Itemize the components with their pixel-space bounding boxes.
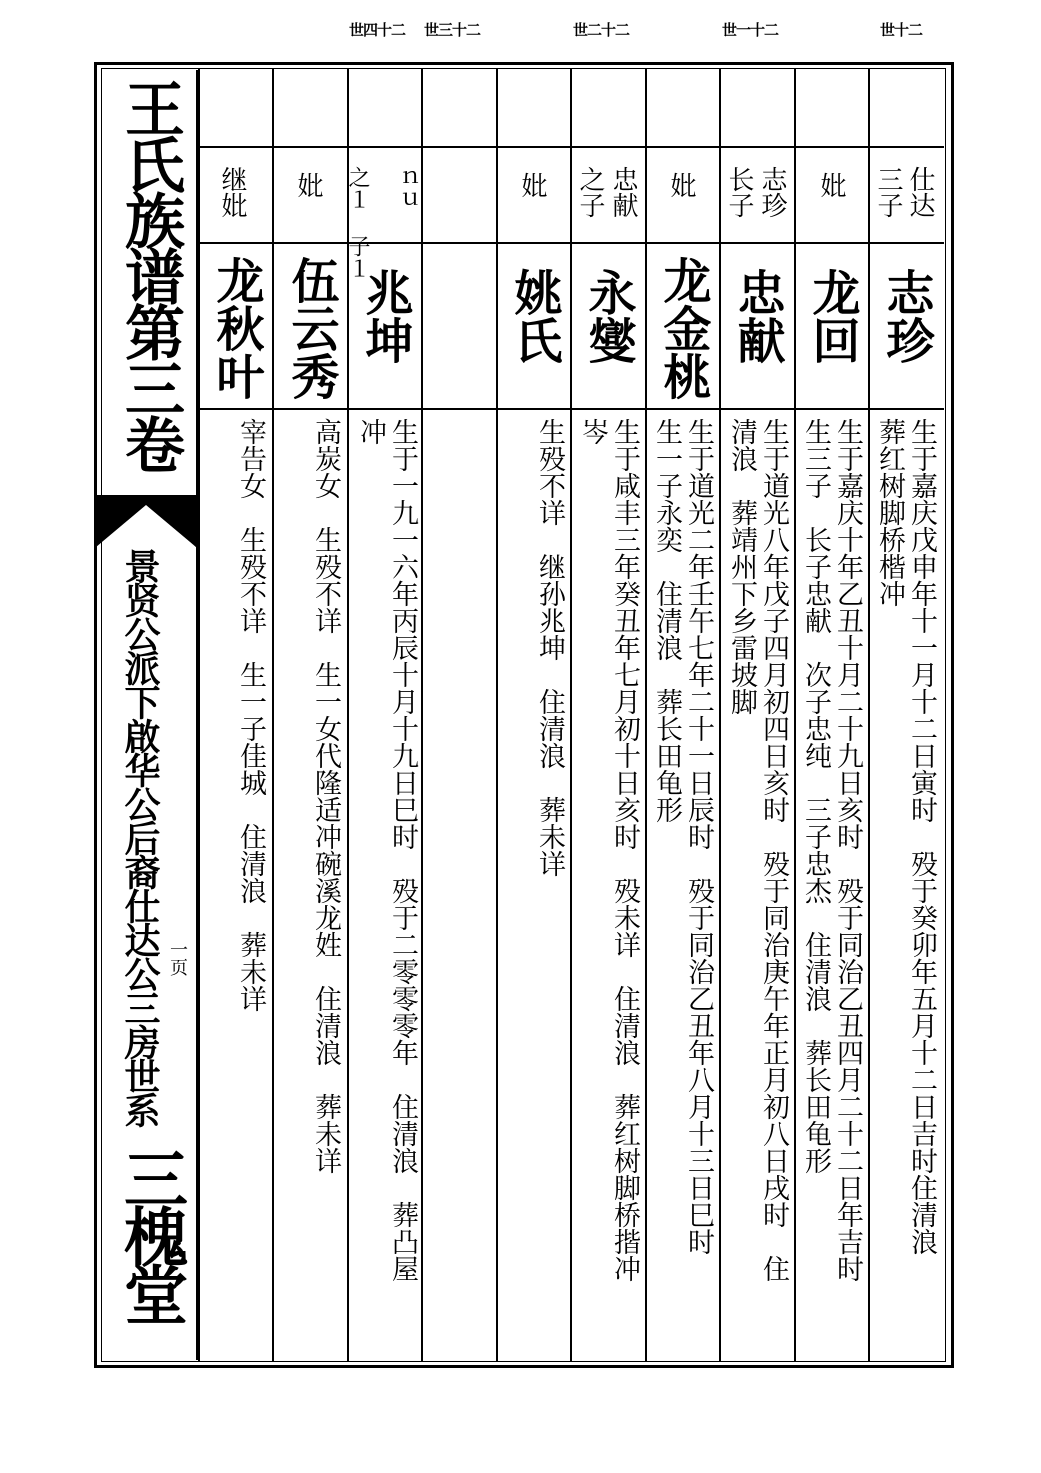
person-record: 宰告女 生殁不详 生一子佳城 住清浪 葬未详 [235,418,266,1012]
person-name: 龙秋叶 [208,256,264,400]
person-record-continued: 生三子 长子忠献 次子忠纯 三子忠杰 住清浪 葬长田龟形 [800,418,831,1174]
relation-parent: 忠献 [608,166,638,218]
relation-spouse: 妣 [293,172,323,198]
person-name: 龙回 [804,268,860,364]
table-column-7 [421,68,495,1362]
generation-label: 世三十二 [424,21,481,39]
person-record: 生于嘉庆戊申年十一月十二日寅时 殁于癸卯年五月十二日吉时住清浪 [906,418,937,1255]
person-record: 生于道光八年戊子四月初四日亥时 殁于同治庚午年正月初八日戌时 住 [758,418,789,1282]
person-name: 龙金桃 [655,256,711,400]
relation-order: 之１ 子１ [345,166,370,279]
relation-order: 之子 [575,166,605,218]
relation-spouse: 妣 [517,172,547,198]
relation-order: 三子 [873,166,903,218]
page-number: 一页 [167,940,188,976]
person-name: 志珍 [878,268,934,364]
person-record-continued: 岑 [577,418,608,445]
relation-parent: 志珍 [757,166,787,218]
person-record-continued: 清浪 葬靖州下乡雷坡脚 [726,418,757,715]
generation-label: 世二十二 [573,21,630,39]
book-title: 王氏族谱第三卷 [115,78,185,470]
person-record: 生殁不详 继孙兆坤 住清浪 葬未详 [534,418,565,877]
hall-name: 三槐堂 [113,1146,188,1320]
relation-spouse: 妣 [666,172,696,198]
title-banner-ornament [96,495,196,547]
person-name: 永燮 [580,268,636,364]
generation-label: 世一十二 [722,21,779,39]
person-record: 生于一九一六年丙辰十月十九日巳时 殁于二零零零年 住清浪 葬凸屋 [387,418,418,1282]
relation-spouse: 继妣 [217,166,247,218]
person-record: 生于咸丰三年癸丑年七月初十日亥时 殁未详 住清浪 葬红树脚桥揩冲 [609,418,640,1282]
generation-label: 世四十二 [349,21,406,39]
person-name: 忠献 [729,268,785,364]
person-record-continued: 葬红树脚桥楷冲 [874,418,905,607]
person-record: 高炭女 生殁不详 生一女代隆适冲碗溪龙姓 住清浪 葬未详 [310,418,341,1174]
person-record-continued: 生一子永奕 住清浪 葬长田龟形 [651,418,682,823]
relation-parent: ｎｕ [396,166,421,210]
person-record: 生于道光二年壬午七年二十一日辰时 殁于同治乙丑年八月十三日巳时 [683,418,714,1255]
person-record: 生于嘉庆十年乙丑十月二十九日亥时 殁于同治乙丑四月二十二日年吉时 [832,418,863,1282]
relation-spouse: 妣 [816,172,846,198]
person-record-continued: 冲 [355,418,386,445]
relation-parent: 仕达 [905,166,935,218]
relation-order: 长子 [724,166,754,218]
person-name: 姚氏 [506,268,562,364]
person-name: 伍云秀 [283,256,339,400]
person-name: 兆坤 [357,268,413,364]
generation-label: 世十二 [880,21,923,39]
lineage-subtitle: 景贤公派下啟华公后裔仕达公三房世系 [119,548,161,1126]
